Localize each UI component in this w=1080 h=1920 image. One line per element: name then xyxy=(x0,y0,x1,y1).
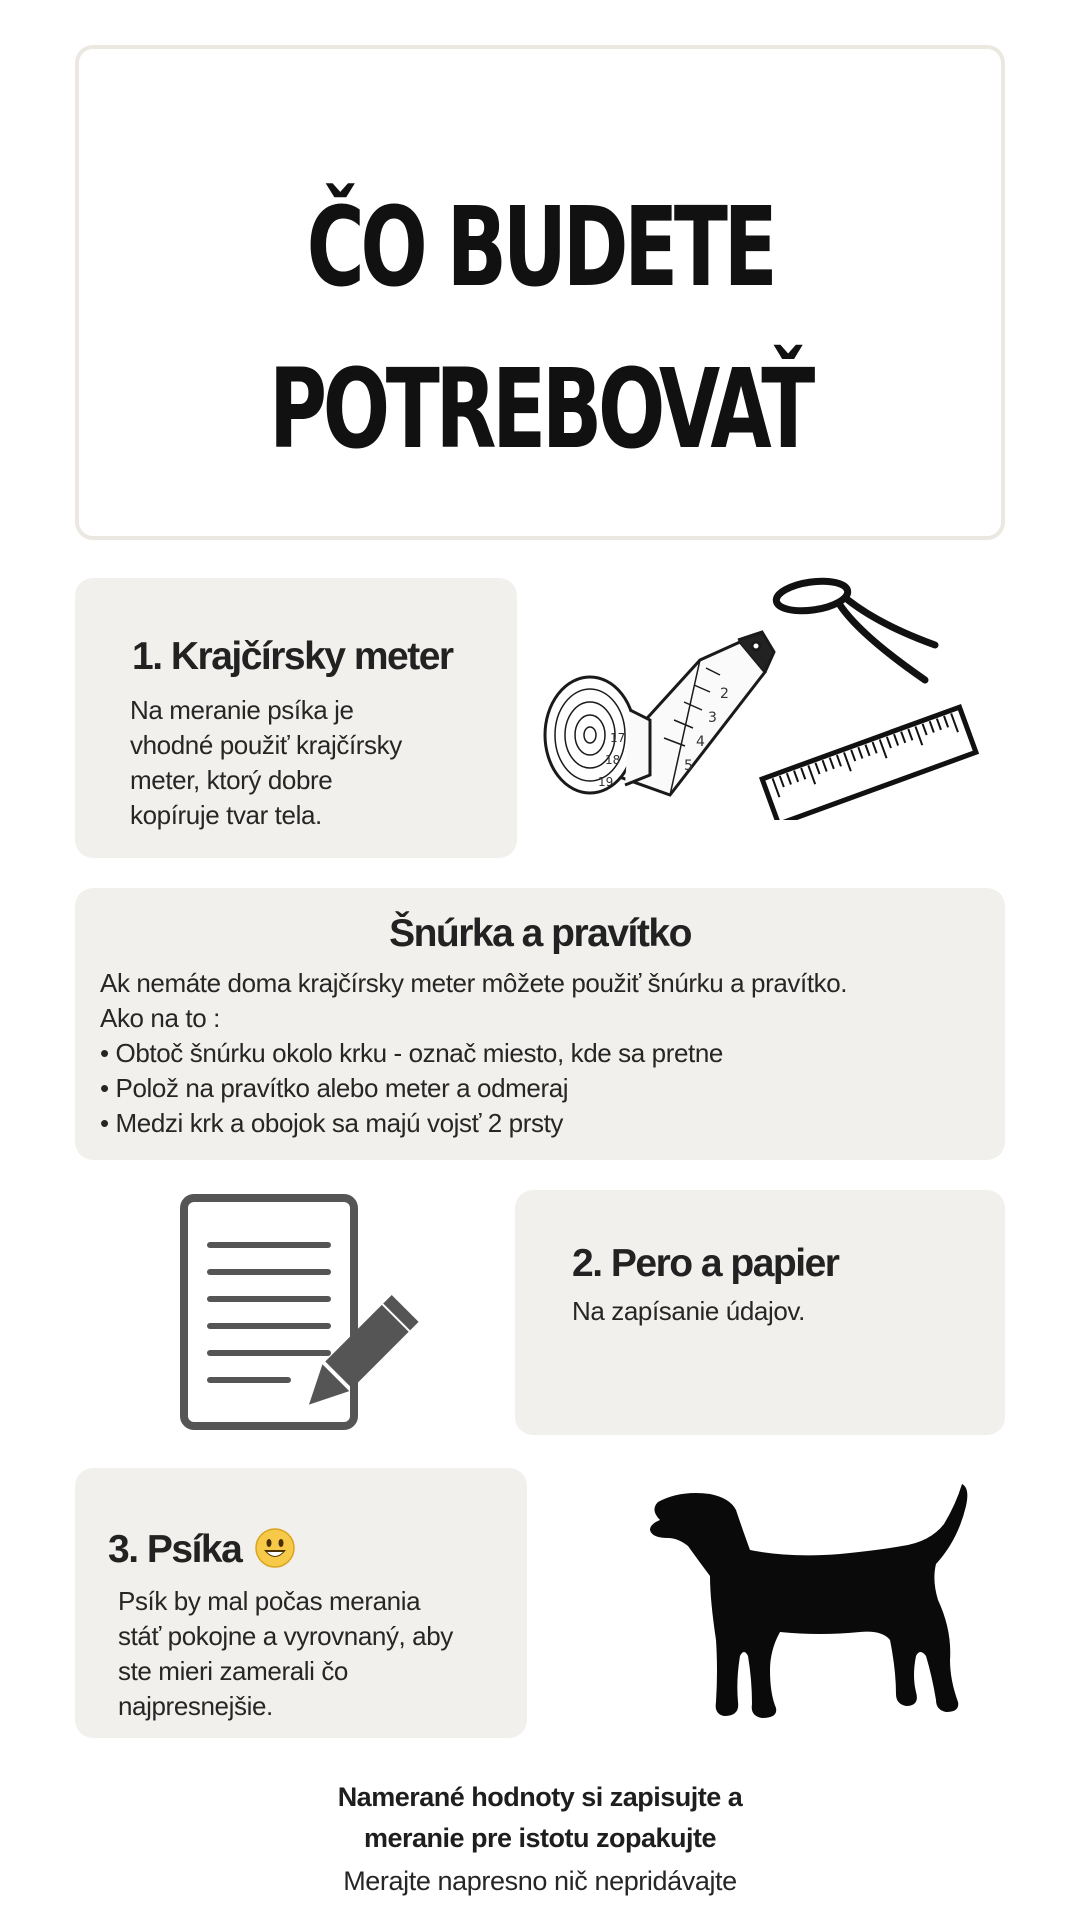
title-line-1: ČO BUDETE xyxy=(306,183,774,311)
tape-string-ruler-image xyxy=(530,570,1000,820)
section-pen-text: Na zapísanie údajov. xyxy=(572,1296,805,1326)
section-string-text: Ak nemáte doma krajčírsky meter môžete použiť šnúrku a pravítko. Ako na to : • Obtoč šnúrku okolo krku - označ miesto, kde sa pretne • Polož na pravítko alebo meter a odmeraj • Medzi krk a obojok sa majú vojsť 2 prsty xyxy=(100,968,848,1138)
section-dog-heading xyxy=(108,1528,295,1572)
section-dog-card xyxy=(75,1468,527,1738)
title-card xyxy=(75,45,1005,540)
title-line-2: POTREBOVAŤ xyxy=(269,345,811,473)
dog-silhouette-icon xyxy=(640,1480,985,1730)
footer-bold-line-2: meranie pre istotu zopakujte xyxy=(363,1823,717,1853)
section-string-card xyxy=(75,888,1005,1160)
section-dog-text: Psík by mal počas merania stáť pokojne a vyrovnaný, aby ste mieri zamerali čo najpresnejšie. xyxy=(118,1586,453,1721)
svg-text:5: 5 xyxy=(684,758,693,774)
smiley-emoji-icon xyxy=(255,1528,295,1568)
section-tape-heading: 1. Krajčírsky meter xyxy=(132,635,453,678)
footer-bold-line-1: Namerané hodnoty si zapisujte a xyxy=(337,1782,743,1812)
svg-text:18: 18 xyxy=(605,753,621,767)
footer-regular-line: Merajte napresno nič nepridávajte xyxy=(343,1866,737,1896)
svg-text:19: 19 xyxy=(598,775,614,789)
svg-text:17: 17 xyxy=(610,731,626,745)
section-tape-card xyxy=(75,578,517,858)
measuring-tape-icon xyxy=(545,632,774,795)
svg-text:2: 2 xyxy=(720,686,729,702)
section-tape-text: Na meranie psíka je vhodné použiť krajčírsky meter, ktorý dobre kopíruje tvar tela. xyxy=(130,695,402,830)
section-pen-card xyxy=(515,1190,1005,1435)
ruler-icon xyxy=(762,707,976,820)
svg-text:4: 4 xyxy=(696,734,705,750)
section-dog-heading-text: 3. Psíka xyxy=(108,1528,242,1571)
section-pen-heading: 2. Pero a papier xyxy=(572,1242,839,1285)
document-pen-icon xyxy=(170,1190,440,1440)
svg-text:3: 3 xyxy=(708,710,717,726)
section-string-heading: Šnúrka a pravítko xyxy=(389,912,691,955)
string-icon xyxy=(774,577,935,680)
